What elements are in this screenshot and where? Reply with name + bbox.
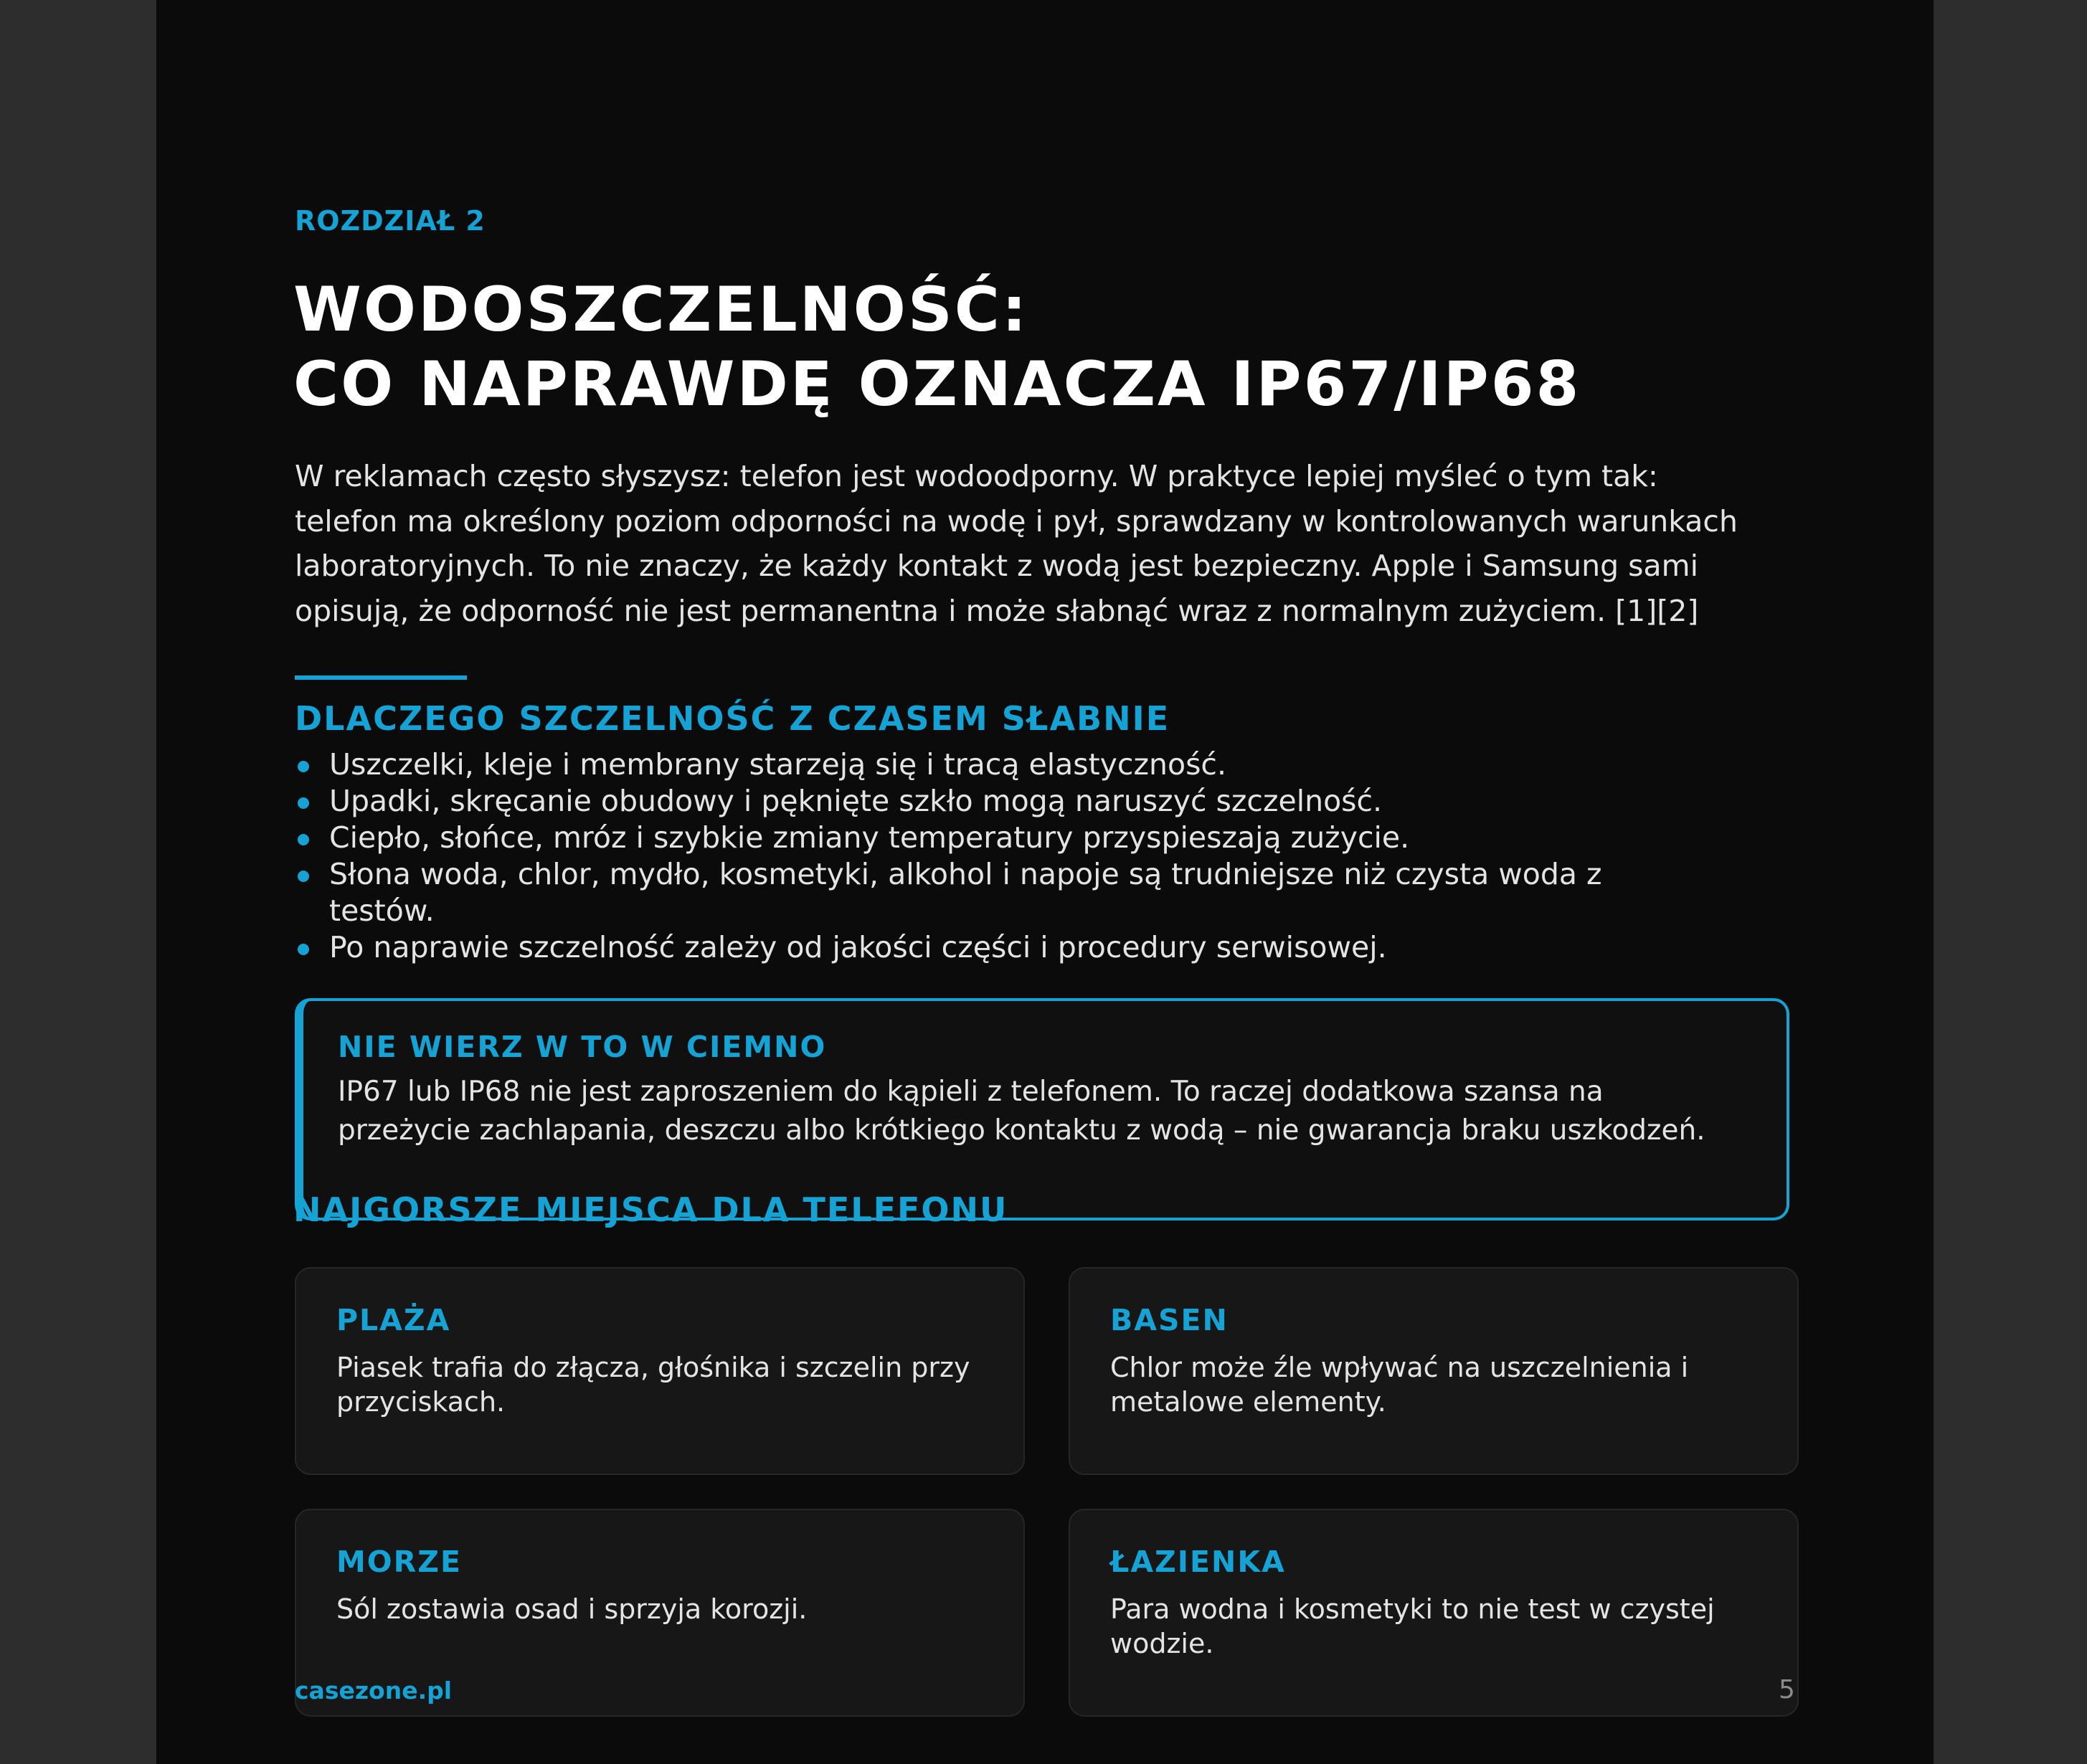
bullet-item [295, 856, 1602, 929]
card-text [336, 1592, 807, 1626]
callout-text [338, 1073, 1705, 1150]
card-title: BASEN [1110, 1303, 1229, 1337]
bullet-text: Ciepło, słońce, mróz i szybkie zmiany temperatury przyspieszają zużycie. [329, 820, 1410, 855]
card-text-line: Piasek trafia do złącza, głośnika i szczelin przy [336, 1352, 970, 1383]
intro-line: W reklamach często słyszysz: telefon jest wodoodporny. W praktyce lepiej myśleć o tym tak: [295, 459, 1658, 493]
bullet-dot-icon [298, 797, 309, 809]
bullet-dot-icon [298, 944, 309, 955]
chapter-label: ROZDZIAŁ 2 [295, 205, 486, 237]
wear-bullet-list [295, 746, 1602, 966]
card-text-line: przyciskach. [336, 1386, 506, 1418]
document-page [156, 0, 1934, 1764]
intro-line: telefon ma określony poziom odporności na wodę i pył, sprawdzany w kontrolowanych warunkach [295, 503, 1738, 539]
bullet-item [295, 820, 1602, 856]
section-heading-places: NAJGORSZE MIEJSCA DLA TELEFONU [293, 1190, 1008, 1228]
card-text-line: Para wodna i kosmetyki to nie test w czystej [1110, 1593, 1715, 1625]
bullet-text: Uszczelki, kleje i membrany starzeją się i tracą elastyczność. [329, 747, 1227, 782]
bullet-dot-icon [298, 761, 309, 772]
card-text-line: wodzie. [1110, 1628, 1214, 1659]
section-divider [295, 675, 467, 680]
intro-paragraph [295, 454, 1822, 633]
place-card-beach [295, 1267, 1025, 1475]
bullet-item [295, 929, 1602, 966]
card-title: ŁAZIENKA [1110, 1545, 1286, 1579]
bullet-dot-icon [298, 871, 309, 882]
intro-line: laboratoryjnych. To nie znaczy, że każdy kontakt z wodą jest bezpieczny. Apple i Samsung sami [295, 549, 1698, 583]
bullet-item [295, 746, 1602, 783]
callout-line: IP67 lub IP68 nie jest zaproszeniem do kąpieli z telefonem. To raczej dodatkowa szansa na [338, 1076, 1604, 1108]
callout-line: przeżycie zachlapania, deszczu albo krótkiego kontaktu z wodą – nie gwarancja braku uszkodzeń. [338, 1114, 1705, 1147]
place-card-pool [1069, 1267, 1799, 1475]
page-number: 5 [1779, 1675, 1795, 1704]
page-title-line: CO NAPRAWDĘ OZNACZA IP67/IP68 [293, 348, 1581, 420]
card-title: PLAŻA [336, 1303, 451, 1337]
card-text-line: Chlor może źle wpływać na uszczelnienia i [1110, 1352, 1689, 1383]
card-text [1110, 1592, 1715, 1661]
bullet-text: Po naprawie szczelność zależy od jakości części i procedury serwisowej. [329, 930, 1387, 964]
bullet-text: testów. [329, 893, 435, 928]
card-text-line: Sól zostawia osad i sprzyja korozji. [336, 1593, 808, 1625]
callout-heading: NIE WIERZ W TO W CIEMNO [338, 1030, 827, 1064]
bullet-text: Słona woda, chlor, mydło, kosmetyki, alkohol i napoje są trudniejsze niż czysta woda z [329, 857, 1602, 891]
card-title: MORZE [336, 1545, 462, 1579]
footer-brand-link[interactable]: casezone.pl [295, 1677, 453, 1704]
warning-callout [295, 998, 1789, 1220]
bullet-item [295, 783, 1602, 820]
place-card-bathroom [1069, 1509, 1799, 1717]
bullet-text: Upadki, skręcanie obudowy i pęknięte szkło mogą naruszyć szczelność. [329, 784, 1383, 818]
page-title-line: WODOSZCZELNOŚĆ: [293, 274, 1029, 346]
card-text-line: metalowe elementy. [1110, 1386, 1386, 1418]
page-title [293, 272, 1581, 422]
card-text [1110, 1350, 1688, 1419]
bullet-dot-icon [298, 834, 309, 845]
card-text [336, 1350, 970, 1419]
section-heading-wear: DLACZEGO SZCZELNOŚĆ Z CZASEM SŁABNIE [295, 699, 1170, 738]
intro-line: opisują, że odporność nie jest permanentna i może słabnąć wraz z normalnym zużyciem. [1][2] [295, 593, 1699, 628]
